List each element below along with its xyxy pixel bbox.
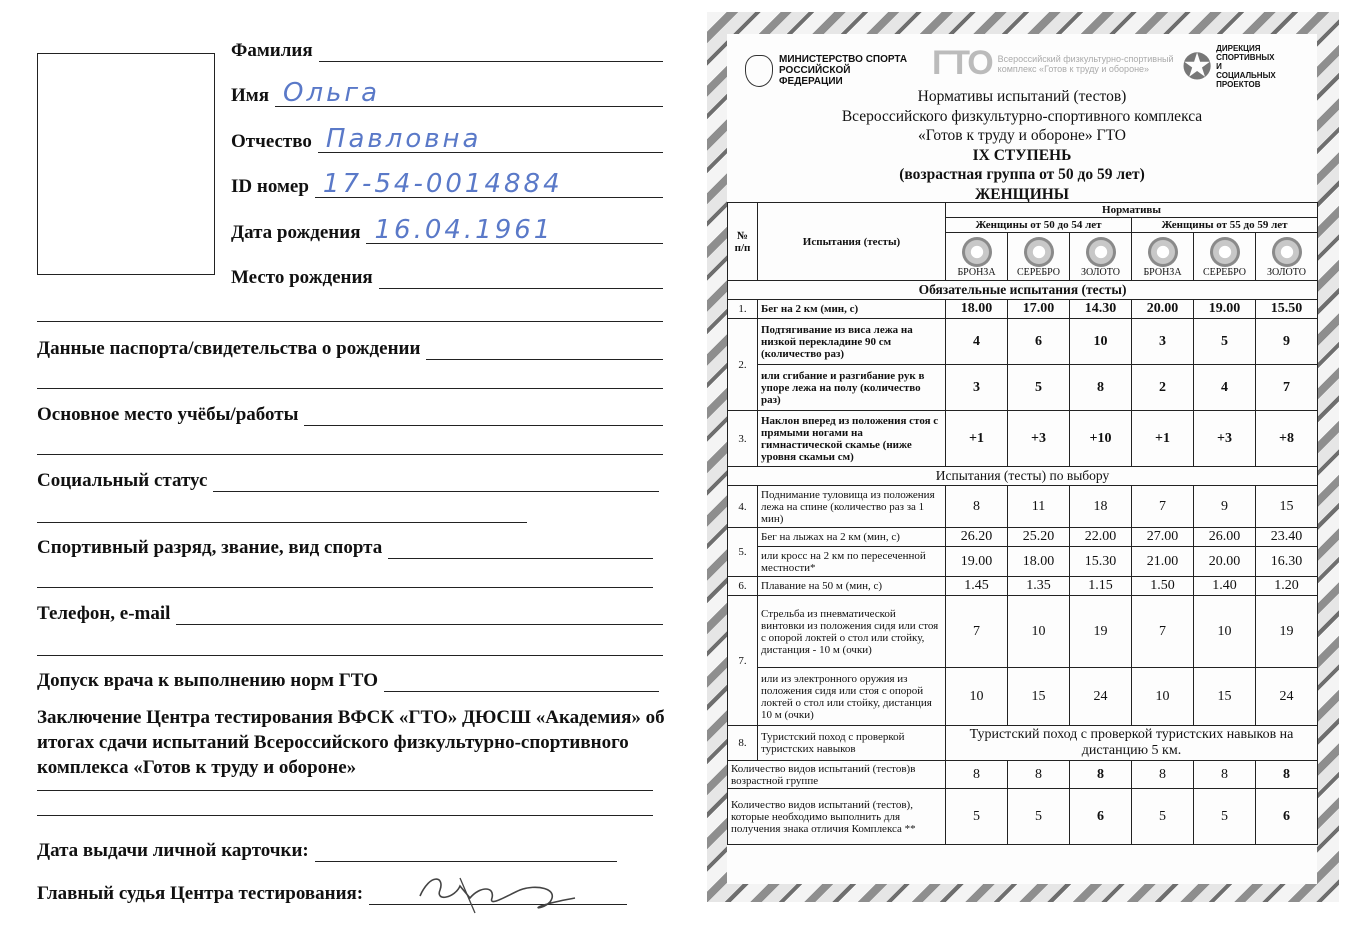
blank-line[interactable] xyxy=(37,522,527,523)
id-value: 17-54-0014884 xyxy=(322,169,563,199)
ministry-logo: МИНИСТЕРСТВО СПОРТА РОССИЙСКОЙ ФЕДЕРАЦИИ xyxy=(745,54,909,87)
medal-gold-2: ЗОЛОТО xyxy=(1256,233,1318,281)
passport-line[interactable] xyxy=(426,341,663,360)
medal-icon xyxy=(1086,237,1116,267)
medal-bronze-1: БРОНЗА xyxy=(946,233,1008,281)
social-line[interactable] xyxy=(213,473,659,492)
doctor-line[interactable] xyxy=(384,673,659,692)
hike-merged-cell: Туристский поход с проверкой туристских навыков на дистанцию 5 км. xyxy=(946,726,1318,761)
star-icon: ✪ xyxy=(1182,45,1213,87)
surname-line[interactable] xyxy=(319,43,663,62)
photo-placeholder xyxy=(37,53,215,275)
field-sport: Спортивный разряд, звание, вид спорта xyxy=(37,537,653,559)
table-row: 2. Подтягивание из виса лежа на низкой перекладине 90 см (количество раз) 4 6 10 3 5 9 xyxy=(728,319,1318,365)
section-required: Обязательные испытания (тесты) xyxy=(728,281,1318,300)
col-norms-header: Нормативы xyxy=(946,203,1318,218)
blank-line[interactable] xyxy=(37,655,663,656)
table-row: 6. Плавание на 50 м (мин, с) 1.45 1.35 1.15 1.50 1.40 1.20 xyxy=(728,577,1318,596)
title-line-2: Всероссийского физкультурно-спортивного комплекса xyxy=(841,107,1203,125)
table-row: 3. Наклон вперед из положения стоя с прямыми ногами на гимнастической скамье (ниже уровня скамьи см) +1 +3 +10 +1 +3 +8 xyxy=(728,411,1318,467)
table-row: 8. Туристский поход с проверкой туристских навыков Туристский поход с проверкой туристских навыков на дистанцию 5 км. xyxy=(728,726,1318,761)
standards-sheet xyxy=(727,34,1317,884)
table-row: или кросс на 2 км по пересеченной местности* 19.00 18.00 15.30 21.00 20.00 16.30 xyxy=(728,547,1318,577)
field-social: Социальный статус xyxy=(37,470,659,492)
col-tests-header: Испытания (тесты) xyxy=(758,203,946,281)
medal-gold-1: ЗОЛОТО xyxy=(1070,233,1132,281)
birthplace-line[interactable] xyxy=(379,270,663,289)
medal-icon xyxy=(1024,237,1054,267)
field-patronymic: Отчество Павловна xyxy=(231,131,663,153)
table-row: 5. Бег на лыжах на 2 км (мин, с) 26.20 25.20 22.00 27.00 26.00 23.40 xyxy=(728,528,1318,547)
phone-line[interactable] xyxy=(176,606,663,625)
blank-line[interactable] xyxy=(37,587,653,588)
sheet-heading xyxy=(727,87,1317,204)
name-value: Ольга xyxy=(283,78,380,108)
blank-line[interactable] xyxy=(37,321,663,322)
field-issue-date: Дата выдачи личной карточки: xyxy=(37,840,617,862)
table-row: или сгибание и разгибание рук в упоре лежа на полу (количество раз) 3 5 8 2 4 7 xyxy=(728,365,1318,411)
issue-date-line[interactable] xyxy=(315,843,617,862)
group-50-54: Женщины от 50 до 54 лет xyxy=(946,218,1132,233)
table-row: 4. Поднимание туловища из положения лежа на спине (количество раз за 1 мин) 8 11 18 7 9 15 xyxy=(728,486,1318,528)
medal-icon xyxy=(1272,237,1302,267)
gender-title: ЖЕНЩИНЫ xyxy=(974,185,1070,203)
stage-title: IX СТУПЕНЬ xyxy=(972,146,1072,164)
blank-line[interactable] xyxy=(37,388,663,389)
blank-line[interactable] xyxy=(37,815,653,816)
field-birthplace: Место рождения xyxy=(231,267,663,289)
birthdate-value: 16.04.1961 xyxy=(374,215,554,245)
judge-signature xyxy=(400,868,590,918)
field-study: Основное место учёбы/работы xyxy=(37,404,663,426)
standards-sheet-frame xyxy=(707,12,1339,902)
norms-table xyxy=(727,202,1318,845)
field-doctor: Допуск врача к выполнению норм ГТО xyxy=(37,670,659,692)
medal-bronze-2: БРОНЗА xyxy=(1132,233,1194,281)
table-row: или из электронного оружия из положения сидя или стоя с опорой локтей о стол или стойку, дистанция 10 м (очки) 10 15 24 10 15 24 xyxy=(728,668,1318,726)
field-passport: Данные паспорта/свидетельства о рождении xyxy=(37,338,663,360)
col-num-header: № п/п xyxy=(728,203,758,281)
gto-logo: ГТО Всероссийский физкультурно-спортивный комплекс «Готов к труду и обороне» xyxy=(932,44,1174,82)
title-line-3: «Готов к труду и обороне» ГТО xyxy=(918,127,1126,144)
directorate-logo: ✪ ДИРЕКЦИЯ СПОРТИВНЫХ И СОЦИАЛЬНЫХ ПРОЕКТОВ xyxy=(1182,44,1276,89)
table-row: Количество видов испытаний (тестов)в возрастной группе 8 8 8 8 8 8 xyxy=(728,761,1318,789)
table-row: 7. Стрельба из пневматической винтовки из положения сидя или стоя с опорой локтей о стол или стойку, дистанция - 10 м (очки) 7 10 19 7 10 19 xyxy=(728,596,1318,668)
field-id: ID номер 17-54-0014884 xyxy=(231,176,663,198)
field-judge: Главный судья Центра тестирования: xyxy=(37,883,627,905)
field-name: Имя Ольга xyxy=(231,85,663,107)
medal-icon xyxy=(962,237,992,267)
table-row: 1. Бег на 2 км (мин, с) 18.00 17.00 14.30 20.00 19.00 15.50 xyxy=(728,300,1318,319)
field-phone: Телефон, e-mail xyxy=(37,603,663,625)
sport-line[interactable] xyxy=(388,540,653,559)
age-group: (возрастная группа от 50 до 59 лет) xyxy=(899,166,1145,183)
title-line-1: Нормативы испытаний (тестов) xyxy=(917,88,1127,105)
medal-icon xyxy=(1210,237,1240,267)
table-row: Количество видов испытаний (тестов), которые необходимо выполнить для получения знака отличия Комплекса ** 5 5 6 5 5 6 xyxy=(728,789,1318,845)
blank-line[interactable] xyxy=(37,454,663,455)
conclusion-text: Заключение Центра тестирования ВФСК «ГТО» ДЮСШ «Академия» об итогах сдачи испытаний Всероссийского физкультурно-спортивного комплекса «Готов к труду и обороне» xyxy=(37,707,665,778)
study-line[interactable] xyxy=(304,407,663,426)
field-birthdate: Дата рождения 16.04.1961 xyxy=(231,222,663,244)
medal-silver-1: СЕРЕБРО xyxy=(1008,233,1070,281)
medal-silver-2: СЕРЕБРО xyxy=(1194,233,1256,281)
group-55-59: Женщины от 55 до 59 лет xyxy=(1132,218,1318,233)
emblem-icon xyxy=(745,55,773,87)
field-surname: Фамилия xyxy=(231,40,663,62)
patronymic-value: Павловна xyxy=(325,124,482,154)
section-optional: Испытания (тесты) по выбору xyxy=(728,467,1318,486)
medal-icon xyxy=(1148,237,1178,267)
blank-line[interactable] xyxy=(37,790,653,791)
